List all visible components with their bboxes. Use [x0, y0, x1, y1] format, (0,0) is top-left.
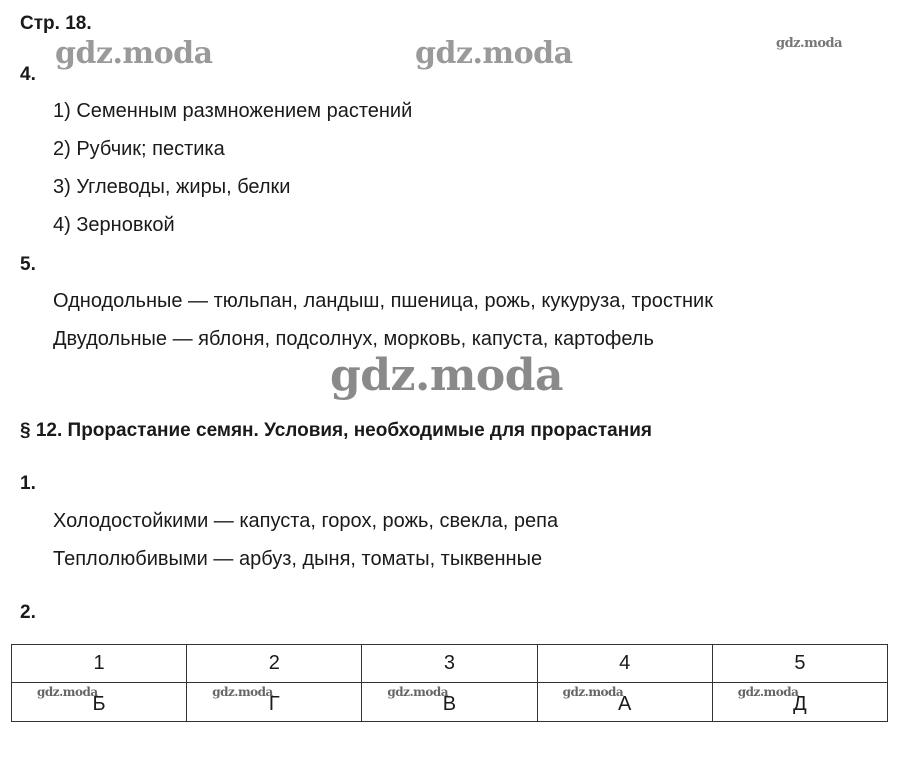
table-value-cell [712, 683, 887, 722]
table-value-cell [12, 683, 187, 722]
task-4-item: 3) Углеводы, жиры, белки [53, 176, 291, 198]
task-5-number: 5. [20, 254, 36, 275]
watermark-logo: gdz.moda [330, 350, 564, 401]
table-value-cell [537, 683, 712, 722]
answer-value: А [617, 692, 632, 715]
task-4-number: 4. [20, 64, 36, 85]
answer-value: Б [92, 692, 106, 715]
task-4-item: 4) Зерновкой [53, 214, 175, 236]
table-value-cell [187, 683, 362, 722]
table-header-cell: 2 [187, 645, 362, 683]
watermark-logo: gdz.moda [737, 685, 799, 699]
answer-table [11, 644, 888, 722]
task-5-line: Однодольные — тюльпан, ландыш, пшеница, рожь, кукуруза, тростник [53, 290, 713, 312]
table-header-cell: 3 [362, 645, 537, 683]
watermark-logo: gdz.moda [387, 685, 449, 699]
watermark-logo: gdz.moda [212, 685, 273, 699]
answer-value: Д [793, 692, 807, 715]
answer-value: В [442, 692, 457, 715]
task-2-number: 2. [20, 602, 36, 623]
section-title: § 12. Прорастание семян. Условия, необходимые для прорастания [20, 420, 652, 441]
table-header-cell: 1 [12, 645, 187, 683]
watermark-logo: gdz.moda [37, 685, 98, 699]
task-4-item: 2) Рубчик; пестика [53, 138, 225, 160]
watermark-logo: gdz.moda [415, 36, 573, 71]
watermark-logo: gdz.moda [776, 36, 843, 51]
table-header-cell: 4 [537, 645, 712, 683]
task-5-line: Двудольные — яблоня, подсолнух, морковь, капуста, картофель [53, 328, 654, 350]
task-1-line: Холодостойкими — капуста, горох, рожь, свекла, репа [53, 510, 559, 532]
table-header-row [12, 645, 888, 683]
table-header-cell: 5 [712, 645, 887, 683]
answer-value: Г [268, 692, 280, 715]
task-1-number: 1. [20, 473, 36, 494]
watermark-logo: gdz.moda [55, 36, 213, 71]
task-1-line: Теплолюбивыми — арбуз, дыня, томаты, тыквенные [53, 548, 543, 570]
task-4-item: 1) Семенным размножением растений [53, 100, 413, 122]
watermark-logo: gdz.moda [562, 685, 624, 699]
table-value-cell [362, 683, 537, 722]
table-value-row [12, 683, 888, 722]
page-label: Стр. 18. [20, 13, 92, 34]
